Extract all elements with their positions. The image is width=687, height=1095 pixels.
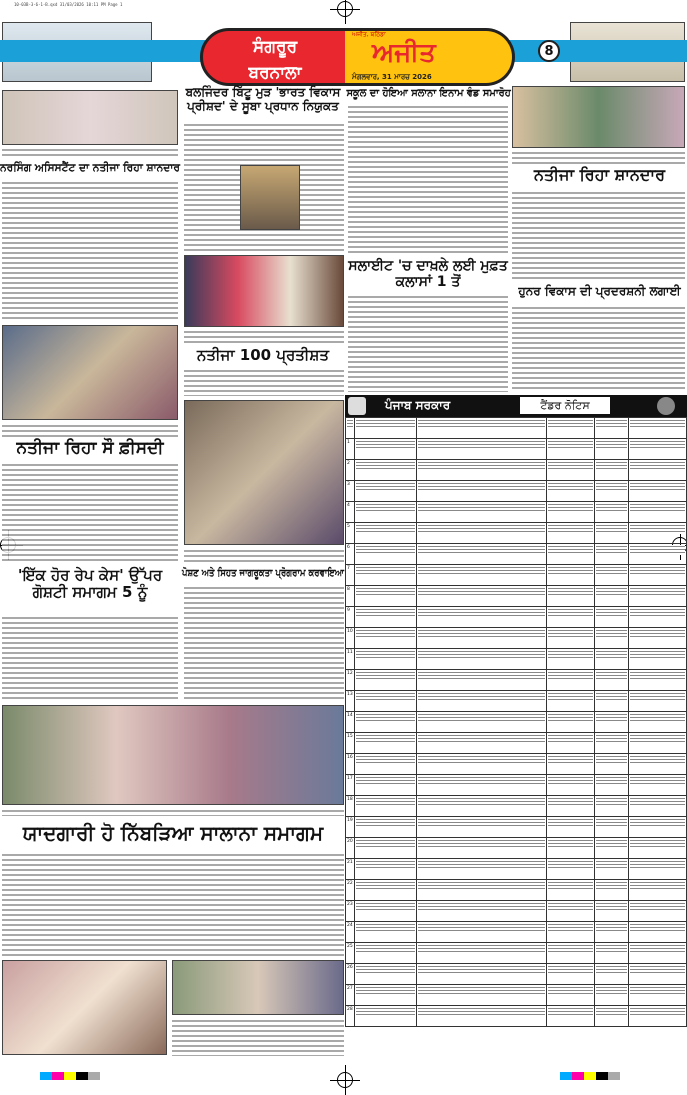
edition-line: ਸੰਗਰੂਰ — [252, 37, 298, 57]
tender-header-cell — [418, 419, 545, 429]
tender-cell — [596, 797, 627, 807]
tender-cell — [548, 671, 593, 681]
registration-mark-icon — [337, 1, 353, 17]
row-number: 7 — [347, 566, 350, 571]
tender-cell — [630, 566, 685, 576]
tender-row — [346, 607, 687, 628]
tender-cell — [356, 461, 415, 471]
tender-cell — [418, 566, 545, 576]
tender-cell — [356, 776, 415, 786]
tender-cell — [548, 818, 593, 828]
tender-cell — [596, 587, 627, 597]
tender-cell — [418, 923, 545, 933]
tender-cell — [356, 524, 415, 534]
headline: 'ਇੱਕ ਹੋਰ ਰੇਪ ਕੇਸ' ਉੱਪਰ ਗੋਸ਼ਟੀ ਸਮਾਗਮ 5 ਨੂੰ — [17, 566, 163, 602]
article-body — [512, 190, 685, 282]
tender-row — [346, 985, 687, 1006]
row-number: 28 — [347, 1007, 353, 1012]
tender-cell — [630, 734, 685, 744]
tender-cell — [356, 923, 415, 933]
tender-row — [346, 901, 687, 922]
color-bar — [40, 1072, 100, 1080]
tender-row — [346, 1006, 687, 1027]
article-body — [2, 180, 178, 320]
tender-row — [346, 817, 687, 838]
masthead-city: ਅਜੀਤ, ਬਠਿੰਡਾ — [352, 31, 386, 38]
tender-row — [346, 523, 687, 544]
tender-cell — [356, 692, 415, 702]
photo-caption — [2, 147, 178, 157]
article-body — [172, 1018, 344, 1056]
tender-row — [346, 964, 687, 985]
tender-cell — [418, 797, 545, 807]
tender-cell — [548, 734, 593, 744]
tender-cell — [356, 965, 415, 975]
tender-cell — [596, 713, 627, 723]
tender-cell — [596, 650, 627, 660]
students-photo — [2, 90, 178, 145]
tender-row — [346, 628, 687, 649]
tender-cell — [630, 839, 685, 849]
tender-cell — [356, 1007, 415, 1017]
tender-cell — [548, 713, 593, 723]
row-number: 22 — [347, 881, 353, 886]
article-body — [184, 585, 344, 701]
tender-cell — [548, 902, 593, 912]
tender-cell — [548, 776, 593, 786]
tender-cell — [356, 755, 415, 765]
headline — [0, 162, 180, 175]
tender-cell — [548, 797, 593, 807]
group-photo — [2, 325, 178, 420]
photo-caption — [512, 150, 685, 164]
color-bar — [560, 1072, 620, 1080]
tender-notice-header — [345, 395, 687, 417]
tender-cell — [418, 755, 545, 765]
tender-cell — [356, 839, 415, 849]
seal-icon — [657, 397, 675, 415]
tender-cell — [630, 461, 685, 471]
tender-row — [346, 775, 687, 796]
edition-name — [200, 28, 350, 86]
tender-cell — [356, 650, 415, 660]
tender-cell — [548, 986, 593, 996]
tender-cell — [356, 671, 415, 681]
tender-cell — [356, 503, 415, 513]
row-number: 16 — [347, 755, 353, 760]
tender-cell — [418, 587, 545, 597]
tender-cell — [356, 734, 415, 744]
tender-cell — [418, 902, 545, 912]
tender-cell — [596, 566, 627, 576]
tender-cell — [548, 524, 593, 534]
tender-row — [346, 544, 687, 565]
portrait-photo — [240, 165, 300, 230]
row-number: 3 — [347, 482, 350, 487]
tender-cell — [548, 566, 593, 576]
tender-cell — [596, 461, 627, 471]
tender-cell — [418, 461, 545, 471]
row-number: 27 — [347, 986, 353, 991]
tender-cell — [630, 860, 685, 870]
tender-cell — [630, 440, 685, 450]
tender-cell — [418, 713, 545, 723]
row-number: 10 — [347, 629, 353, 634]
tender-cell — [630, 545, 685, 555]
tender-cell — [596, 818, 627, 828]
tender-cell — [596, 440, 627, 450]
headline-text: ਪੋਸ਼ਣ ਅਤੇ ਸਿਹਤ ਜਾਗਰੂਕਤਾ ਪ੍ਰੋਗਰਾਮ ਕਰਵਾਇਆ — [182, 568, 345, 579]
tender-header-cell — [347, 419, 353, 429]
row-number: 12 — [347, 671, 353, 676]
tender-cell — [418, 860, 545, 870]
tender-cell — [418, 1007, 545, 1017]
tender-cell — [356, 629, 415, 639]
tender-cell — [418, 776, 545, 786]
tender-cell — [630, 650, 685, 660]
tender-cell — [418, 482, 545, 492]
tender-cell — [418, 986, 545, 996]
tender-cell — [596, 965, 627, 975]
tender-row — [346, 880, 687, 901]
tender-header-cell — [630, 419, 685, 429]
tender-cell — [596, 692, 627, 702]
row-number: 18 — [347, 797, 353, 802]
tender-cell — [356, 797, 415, 807]
tender-cell — [356, 986, 415, 996]
tender-cell — [596, 545, 627, 555]
row-number: 17 — [347, 776, 353, 781]
tender-cell — [548, 440, 593, 450]
tender-cell — [356, 566, 415, 576]
tender-row — [346, 565, 687, 586]
row-number: 23 — [347, 902, 353, 907]
tender-row — [346, 754, 687, 775]
tender-cell — [596, 902, 627, 912]
tender-cell — [596, 755, 627, 765]
headline — [346, 88, 510, 100]
headline: ਯਾਦਗਾਰੀ ਹੋ ਨਿੱਬੜਿਆ ਸਾਲਾਨਾ ਸਮਾਗਮ — [22, 821, 324, 845]
tender-cell — [630, 671, 685, 681]
tender-cell — [596, 860, 627, 870]
article-body — [2, 852, 344, 956]
tender-row — [346, 586, 687, 607]
tender-cell — [356, 881, 415, 891]
tender-cell — [630, 965, 685, 975]
tender-cell — [548, 881, 593, 891]
headline: ਸਲਾਈਟ 'ਚ ਦਾਖ਼ਲੇ ਲਈ ਮੁਫ਼ਤ ਕਲਾਸਾਂ 1 ਤੋਂ — [348, 258, 508, 291]
article-body — [2, 615, 178, 701]
paper-logo: ਅਜੀਤ — [372, 38, 436, 68]
tender-cell — [630, 503, 685, 513]
row-number: 1 — [347, 440, 350, 445]
tender-row — [346, 838, 687, 859]
registration-mark-icon — [337, 1072, 353, 1088]
tender-cell — [356, 587, 415, 597]
tender-row — [346, 649, 687, 670]
article-body — [512, 305, 685, 392]
headline: ਬਲਜਿੰਦਰ ਬਿੱਟੂ ਮੁੜ 'ਭਾਰਤ ਵਿਕਾਸ ਪ੍ਰੀਸ਼ਦ' ਦੇ ਸੂਬਾ ਪ੍ਰਧਾਨ ਨਿਯੁਕਤ — [185, 85, 341, 113]
tender-cell — [548, 944, 593, 954]
row-number: 11 — [347, 650, 353, 655]
edition-line: ਬਰਨਾਲਾ — [248, 63, 302, 83]
headline-text: ਸਕੂਲ ਦਾ ਹੋਇਆ ਸਲਾਨਾ ਇਨਾਮ ਵੰਡ ਸਮਾਰੋਹ — [346, 88, 511, 99]
tender-cell — [548, 755, 593, 765]
article-body — [184, 368, 344, 396]
tender-cell — [596, 986, 627, 996]
tender-cell — [548, 860, 593, 870]
tender-cell — [418, 629, 545, 639]
tender-cell — [596, 671, 627, 681]
tender-row — [346, 502, 687, 523]
tender-cell — [418, 944, 545, 954]
tender-row — [346, 859, 687, 880]
tender-cell — [548, 839, 593, 849]
punjab-emblem-icon — [348, 397, 366, 415]
tender-cell — [418, 734, 545, 744]
tender-cell — [418, 965, 545, 975]
headline-text: ਨਰਸਿੰਗ ਅਸਿਸਟੈਂਟ ਦਾ ਨਤੀਜਾ ਰਿਹਾ ਸ਼ਾਨਦਾਰ — [0, 161, 180, 174]
tender-cell — [356, 818, 415, 828]
photo-caption — [2, 423, 178, 437]
tender-cell — [596, 503, 627, 513]
tender-header-cell — [548, 419, 593, 429]
event-photo — [2, 960, 167, 1055]
tender-cell — [418, 671, 545, 681]
govt-name: ਪੰਜਾਬ ਸਰਕਾਰ — [385, 398, 451, 412]
tender-cell — [418, 839, 545, 849]
tender-cell — [548, 965, 593, 975]
tender-cell — [418, 524, 545, 534]
headline — [182, 568, 344, 580]
tender-cell — [548, 482, 593, 492]
photo-caption — [184, 329, 344, 343]
row-number: 2 — [347, 461, 350, 466]
row-number: 13 — [347, 692, 353, 697]
tender-row — [346, 733, 687, 754]
article-body — [348, 294, 508, 392]
tender-cell — [596, 776, 627, 786]
headline: ਹੁਨਰ ਵਿਕਾਸ ਦੀ ਪ੍ਰਦਰਸ਼ਨੀ ਲਗਾਈ — [518, 284, 681, 298]
print-slug: 10-03B-3-6-1-B.qxd 31/03/2026 10:11 PM Page 1 — [14, 2, 123, 7]
tender-cell — [596, 1007, 627, 1017]
row-number: 8 — [347, 587, 350, 592]
tender-header-cell — [356, 419, 415, 429]
tender-cell — [630, 902, 685, 912]
tender-cell — [548, 461, 593, 471]
row-number: 4 — [347, 503, 350, 508]
headline: ਨਤੀਜਾ ਰਿਹਾ ਸੌ ਫ਼ੀਸਦੀ — [16, 438, 164, 458]
tender-cell — [596, 629, 627, 639]
tender-row — [346, 481, 687, 502]
tender-cell — [356, 482, 415, 492]
exhibition-photo — [512, 86, 685, 148]
tender-cell — [596, 881, 627, 891]
tender-cell — [630, 629, 685, 639]
row-number: 14 — [347, 713, 353, 718]
row-number: 5 — [347, 524, 350, 529]
tender-cell — [418, 440, 545, 450]
tender-cell — [548, 587, 593, 597]
tender-cell — [548, 545, 593, 555]
row-number: 26 — [347, 965, 353, 970]
tender-header-cell — [596, 419, 627, 429]
tender-cell — [630, 797, 685, 807]
tender-cell — [630, 944, 685, 954]
tender-cell — [356, 440, 415, 450]
issue-date: ਮੰਗਲਵਾਰ, 31 ਮਾਰਚ 2026 — [352, 73, 432, 81]
tender-row — [346, 670, 687, 691]
headline: ਨਤੀਜਾ 100 ਪ੍ਰਤੀਸ਼ਤ — [196, 346, 329, 364]
row-number: 15 — [347, 734, 353, 739]
tender-title: ਟੈਂਡਰ ਨੋਟਿਸ — [520, 397, 610, 414]
cooking-photo — [184, 400, 344, 545]
tender-cell — [548, 608, 593, 618]
tender-cell — [630, 524, 685, 534]
tender-cell — [596, 839, 627, 849]
row-number: 25 — [347, 944, 353, 949]
tender-cell — [596, 524, 627, 534]
tender-cell — [630, 587, 685, 597]
tender-row — [346, 691, 687, 712]
tender-cell — [630, 818, 685, 828]
tender-row — [346, 439, 687, 460]
tender-cell — [418, 608, 545, 618]
tender-row — [346, 460, 687, 481]
tender-cell — [356, 860, 415, 870]
tender-cell — [356, 608, 415, 618]
tender-cell — [418, 545, 545, 555]
annual-function-photo — [2, 705, 344, 805]
tender-cell — [548, 1007, 593, 1017]
tender-cell — [418, 650, 545, 660]
row-number: 19 — [347, 818, 353, 823]
tender-cell — [596, 923, 627, 933]
tender-cell — [630, 713, 685, 723]
photo-caption — [2, 808, 344, 816]
tender-cell — [356, 545, 415, 555]
tender-cell — [630, 923, 685, 933]
tender-row — [346, 943, 687, 964]
tender-cell — [548, 692, 593, 702]
article-body — [348, 104, 508, 254]
tender-cell — [630, 1007, 685, 1017]
tender-cell — [630, 881, 685, 891]
tender-cell — [596, 482, 627, 492]
tender-cell — [356, 944, 415, 954]
tender-cell — [418, 692, 545, 702]
tender-row — [346, 796, 687, 817]
tender-cell — [548, 650, 593, 660]
tender-cell — [596, 734, 627, 744]
tender-cell — [596, 608, 627, 618]
row-number: 20 — [347, 839, 353, 844]
headline: ਨਤੀਜਾ ਰਿਹਾ ਸ਼ਾਨਦਾਰ — [533, 165, 665, 184]
tender-row — [346, 922, 687, 943]
tender-cell — [596, 944, 627, 954]
tender-cell — [356, 713, 415, 723]
page-number: 8 — [538, 40, 560, 62]
tender-cell — [630, 608, 685, 618]
tender-cell — [630, 692, 685, 702]
tender-cell — [548, 629, 593, 639]
tender-cell — [630, 776, 685, 786]
tender-cell — [356, 902, 415, 912]
tender-cell — [548, 503, 593, 513]
tender-cell — [630, 755, 685, 765]
tender-cell — [418, 818, 545, 828]
tender-row — [346, 712, 687, 733]
event-photo — [172, 960, 344, 1015]
tender-table — [345, 417, 687, 1027]
row-number: 21 — [347, 860, 353, 865]
tender-cell — [418, 503, 545, 513]
tender-cell — [418, 881, 545, 891]
row-number: 6 — [347, 545, 350, 550]
row-number: 9 — [347, 608, 350, 613]
group-photo — [184, 255, 344, 327]
article-body — [2, 462, 178, 564]
tender-cell — [630, 482, 685, 492]
row-number: 24 — [347, 923, 353, 928]
tender-cell — [548, 923, 593, 933]
tender-cell — [630, 986, 685, 996]
photo-caption — [184, 548, 344, 562]
